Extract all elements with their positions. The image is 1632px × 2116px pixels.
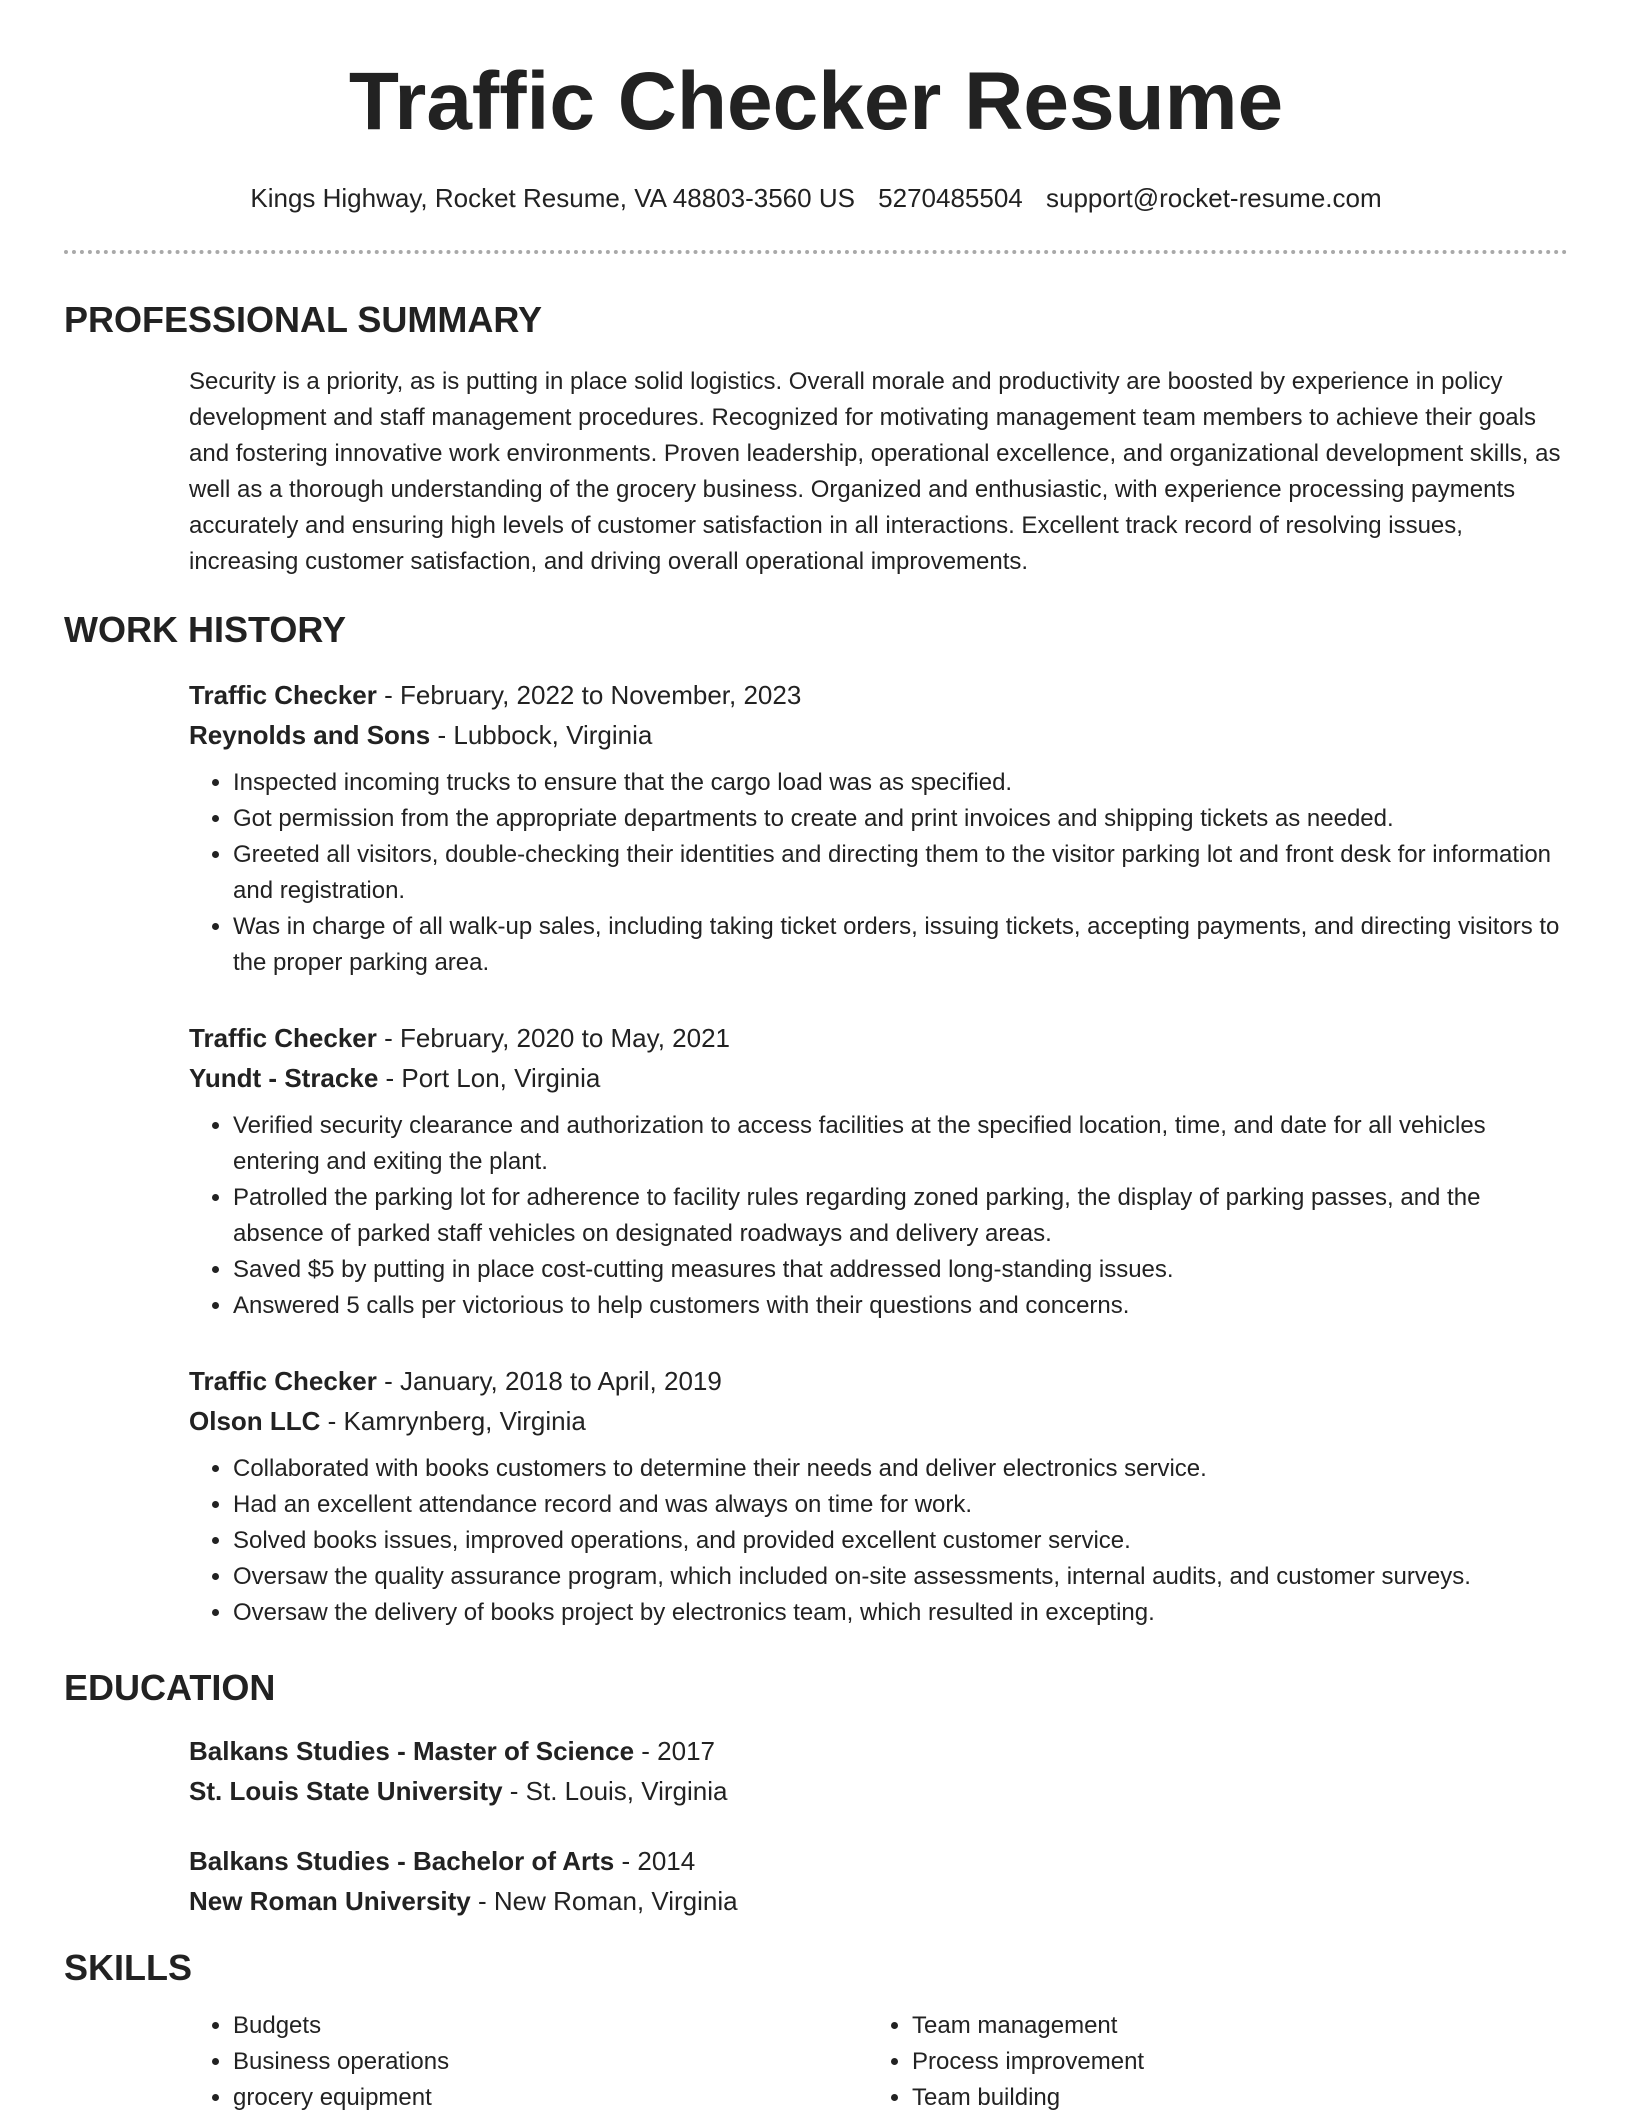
job-company-line [189,1401,1569,1441]
education-heading: EDUCATION [64,1667,276,1708]
job-duty: • Greeted all visitors, double-checking their identities and directing them to the visitor parking lot and front desk for information and registration. [233,837,1569,909]
degree-year: - 2017 [634,1736,715,1766]
degree: Balkans Studies - Bachelor of Arts [189,1846,615,1876]
skill-item: • grocery equipment [233,2080,829,2116]
summary-text: Security is a priority, as is putting in place solid logistics. Overall morale and productivity are boosted by experience in policy development and staff management procedures. Recognized for motivating management team members to achieve their goals and fostering innovative work environments. Proven leadership, operational excellence, and organizational development skills, as well as a thorough understanding of the grocery business. Organized and enthusiastic, with experience processing payments accurately and ensuring high levels of customer satisfaction in all interactions. Excellent track record of resolving issues, increasing customer satisfaction, and driving overall operational improvements. [189,368,1561,575]
job-company-line [189,1058,1569,1098]
skill-item: • Budgets [233,2008,829,2044]
school-line [189,1881,1569,1921]
school-location: - St. Louis, Virginia [502,1776,728,1806]
job-dates: - January, 2018 to April, 2019 [376,1366,722,1396]
job-location: - Lubbock, Virginia [430,720,653,750]
skills-list [189,2008,829,2116]
skill-item: • Process improvement [912,2044,1508,2080]
job-duty: • Inspected incoming trucks to ensure that the cargo load was as specified. [233,765,1569,801]
job-dates: - February, 2022 to November, 2023 [376,680,802,710]
school: St. Louis State University [189,1776,503,1806]
job-duties [189,765,1569,981]
skill-item: • Team building [912,2080,1508,2116]
resume-title: Traffic Checker Resume [348,56,1284,147]
job-title: Traffic Checker [189,1366,377,1396]
job-duty: • Oversaw the delivery of books project by electronics team, which resulted in excepting. [233,1595,1569,1631]
contact-phone: 5270485504 [878,183,1023,213]
job-location: - Port Lon, Virginia [378,1063,601,1093]
job-title: Traffic Checker [189,680,377,710]
skills-heading: SKILLS [64,1947,193,1988]
job-dates: - February, 2020 to May, 2021 [376,1023,730,1053]
job-duty: • Got permission from the appropriate departments to create and print invoices and shipping tickets as needed. [233,801,1569,837]
job-duty: • Answered 5 calls per victorious to help customers with their questions and concerns. [233,1288,1569,1324]
degree: Balkans Studies - Master of Science [189,1736,635,1766]
work-history-heading: WORK HISTORY [64,609,347,650]
education-entry [189,1841,1569,1921]
skill-item: • Team management [912,2008,1508,2044]
school: New Roman University [189,1886,471,1916]
contact-email: support@rocket-resume.com [1046,183,1382,213]
degree-year: - 2014 [614,1846,696,1876]
job-duty: • Patrolled the parking lot for adherence to facility rules regarding zoned parking, the display of parking passes, and the absence of parked staff vehicles on designated roadways and delivery areas. [233,1180,1569,1252]
job-title-line [189,1018,1569,1058]
education-entry [189,1731,1569,1811]
school-line [189,1771,1569,1811]
job-entry [189,675,1569,981]
job-duty: • Was in charge of all walk-up sales, including taking ticket orders, issuing tickets, accepting payments, and directing visitors to the proper parking area. [233,909,1569,981]
school-location: - New Roman, Virginia [470,1886,738,1916]
job-duty: • Saved $5 by putting in place cost-cutting measures that addressed long-standing issues. [233,1252,1569,1288]
job-company-line [189,715,1569,755]
job-duty: • Had an excellent attendance record and was always on time for work. [233,1487,1569,1523]
job-duties [189,1451,1569,1631]
skill-item: • Business operations [233,2044,829,2080]
job-title-line [189,1361,1569,1401]
degree-line [189,1731,1569,1771]
job-title-line [189,675,1569,715]
job-duties [189,1108,1569,1324]
summary-heading: PROFESSIONAL SUMMARY [64,299,543,340]
job-location: - Kamrynberg, Virginia [320,1406,586,1436]
job-title: Traffic Checker [189,1023,377,1053]
job-company: Olson LLC [189,1406,321,1436]
skills-column-right [868,2008,1508,2116]
header-divider [64,250,1568,254]
skills-column-left [189,2008,829,2116]
job-entry [189,1018,1569,1324]
job-duty: • Collaborated with books customers to determine their needs and deliver electronics service. [233,1451,1569,1487]
job-entry [189,1361,1569,1631]
job-company: Yundt - Stracke [189,1063,379,1093]
contact-address: Kings Highway, Rocket Resume, VA 48803-3560 US [250,183,855,213]
job-company: Reynolds and Sons [189,720,431,750]
contact-line [0,180,1632,216]
job-duty: • Verified security clearance and authorization to access facilities at the specified location, time, and date for all vehicles entering and exiting the plant. [233,1108,1569,1180]
job-duty: • Solved books issues, improved operations, and provided excellent customer service. [233,1523,1569,1559]
degree-line [189,1841,1569,1881]
skills-list [868,2008,1508,2116]
job-duty: • Oversaw the quality assurance program, which included on-site assessments, internal audits, and customer surveys. [233,1559,1569,1595]
